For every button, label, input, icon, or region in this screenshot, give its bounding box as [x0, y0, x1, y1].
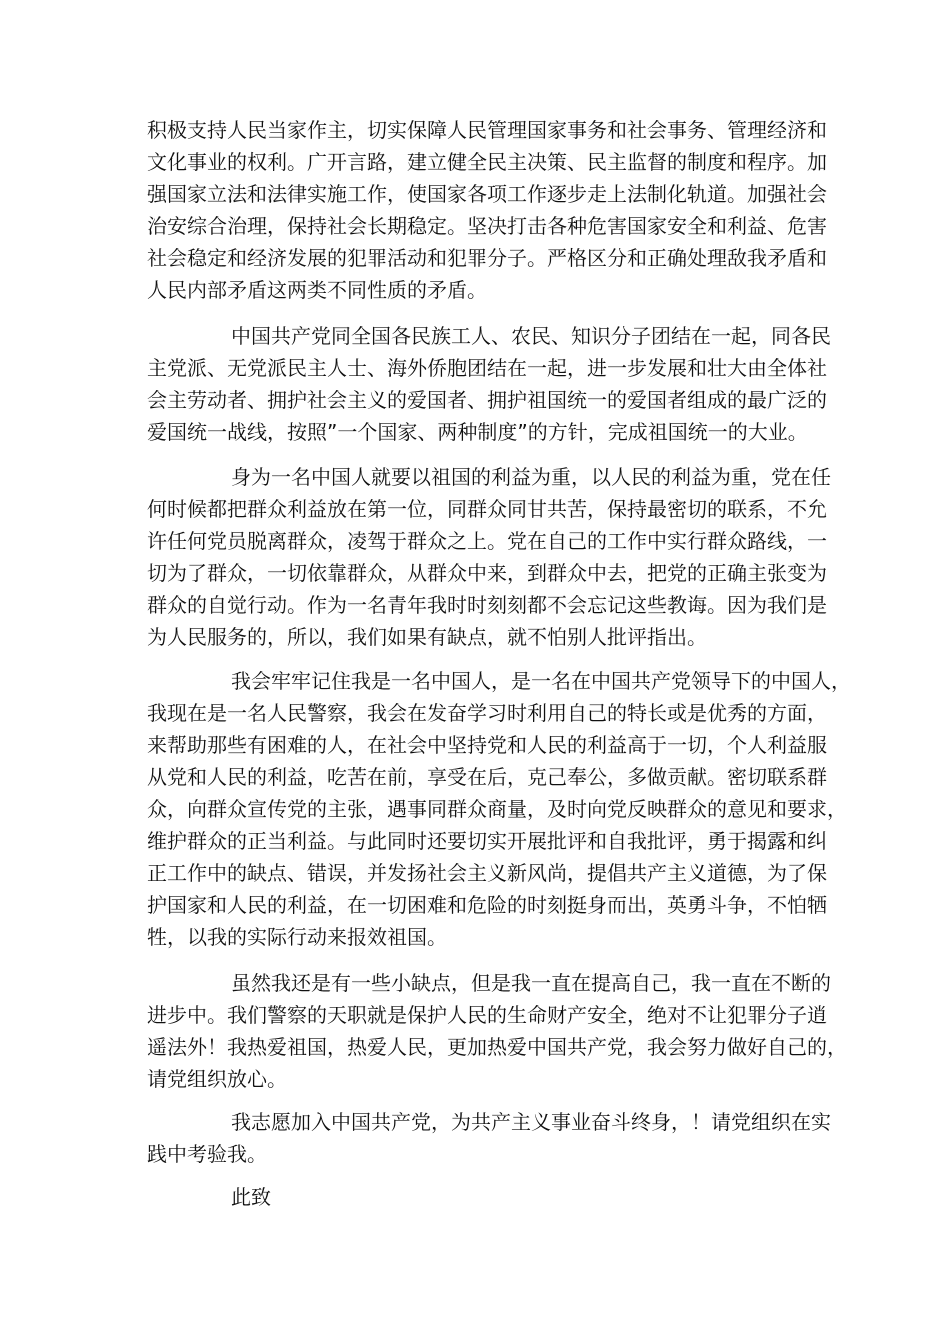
- text-line: 治安综合治理，保持社会长期稳定。坚决打击各种危害国家安全和利益、危害: [147, 214, 827, 238]
- text-line: 请党组织放心。: [147, 1067, 287, 1091]
- text-line: 众，向群众宣传党的主张，遇事同群众商量，及时向党反映群众的意见和要求，: [147, 797, 847, 821]
- text-line: 强国家立法和法律实施工作，使国家各项工作逐步走上法制化轨道。加强社会: [147, 182, 827, 206]
- text-line: 主党派、无党派民主人士、海外侨胞团结在一起，进一步发展和壮大由全体社: [147, 356, 827, 380]
- text-line: 何时候都把群众利益放在第一位，同群众同甘共苦，保持最密切的联系，不允: [147, 497, 827, 521]
- text-line: 践中考验我。: [147, 1142, 267, 1166]
- text-line: 社会稳定和经济发展的犯罪活动和犯罪分子。严格区分和正确处理敌我矛盾和: [147, 246, 827, 270]
- text-line: 切为了群众，一切依靠群众，从群众中来，到群众中去，把党的正确主张变为: [147, 561, 827, 585]
- text-line: 护国家和人民的利益，在一切困难和危险的时刻挺身而出，英勇斗争，不怕牺: [147, 893, 827, 917]
- text-line: 此致: [231, 1185, 271, 1209]
- text-line: 中国共产党同全国各民族工人、农民、知识分子团结在一起，同各民: [231, 324, 831, 348]
- text-line: 维护群众的正当利益。与此同时还要切实开展批评和自我批评，勇于揭露和纠: [147, 829, 827, 853]
- text-line: 进步中。我们警察的天职就是保护人民的生命财产安全，绝对不让犯罪分子逍: [147, 1003, 827, 1027]
- text-line: 遥法外！我热爱祖国，热爱人民，更加热爱中国共产党，我会努力做好自己的，: [147, 1035, 847, 1059]
- text-line: 群众的自觉行动。作为一名青年我时时刻刻都不会忘记这些教诲。因为我们是: [147, 593, 827, 617]
- text-line: 我现在是一名人民警察，我会在发奋学习时利用自己的特长或是优秀的方面，: [147, 701, 827, 725]
- text-line: 许任何党员脱离群众，凌驾于群众之上。党在自己的工作中实行群众路线，一: [147, 529, 827, 553]
- text-line: 为人民服务的，所以，我们如果有缺点，就不怕别人批评指出。: [147, 625, 707, 649]
- text-line: 虽然我还是有一些小缺点，但是我一直在提高自己，我一直在不断的: [231, 971, 831, 995]
- text-line: 会主劳动者、拥护社会主义的爱国者、拥护祖国统一的爱国者组成的最广泛的: [147, 388, 827, 412]
- text-line: 正工作中的缺点、错误，并发扬社会主义新风尚，提倡共产主义道德，为了保: [147, 861, 827, 885]
- text-line: 来帮助那些有困难的人，在社会中坚持党和人民的利益高于一切，个人利益服: [147, 733, 827, 757]
- text-line: 我志愿加入中国共产党，为共产主义事业奋斗终身，！请党组织在实: [231, 1110, 831, 1134]
- text-line: 身为一名中国人就要以祖国的利益为重，以人民的利益为重，党在任: [231, 465, 831, 489]
- text-line: 文化事业的权利。广开言路，建立健全民主决策、民主监督的制度和程序。加: [147, 150, 827, 174]
- text-line: 人民内部矛盾这两类不同性质的矛盾。: [147, 278, 487, 302]
- text-line: 积极支持人民当家作主，切实保障人民管理国家事务和社会事务、管理经济和: [147, 118, 827, 142]
- text-line: 爱国统一战线，按照”一个国家、两种制度”的方针，完成祖国统一的大业。: [147, 420, 808, 444]
- text-line: 从党和人民的利益，吃苦在前，享受在后，克己奉公，多做贡献。密切联系群: [147, 765, 827, 789]
- text-line: 牲，以我的实际行动来报效祖国。: [147, 925, 447, 949]
- text-line: 我会牢牢记住我是一名中国人，是一名在中国共产党领导下的中国人，: [231, 669, 851, 693]
